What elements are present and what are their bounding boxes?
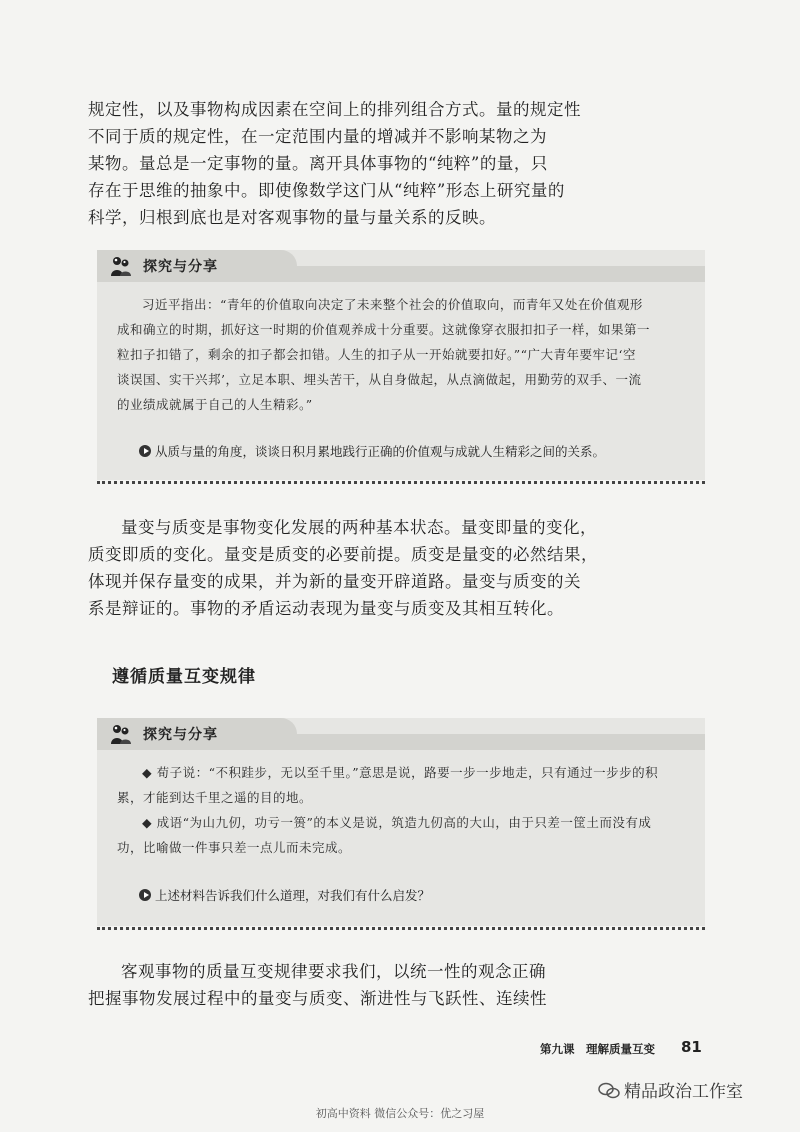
paragraph-quantity-definition	[88, 96, 581, 231]
text-line: 质变即质的变化。量变是质变的必要前提。质变是量变的必然结果，	[88, 545, 598, 564]
text-line: 科学，归根到底也是对客观事物的量与量关系的反映。	[88, 208, 496, 227]
explore-share-box-2	[97, 718, 705, 926]
box-header	[97, 718, 705, 750]
explore-people-icon	[109, 722, 133, 746]
text-line: 量变与质变是事物变化发展的两种基本状态。量变即量的变化，	[121, 518, 597, 537]
quote-line: ◆ 荀子说：“不积跬步，无以至千里。”意思是说，路要一步一步地走，只有通过一步步的积	[142, 765, 659, 780]
play-bullet-icon	[139, 889, 151, 901]
box-header	[97, 250, 705, 282]
box-quote-body	[117, 760, 687, 860]
page-number: 81	[681, 1038, 702, 1056]
text-line: 客观事物的质量互变规律要求我们，以统一性的观念正确	[121, 962, 546, 981]
chapter-footer: 第九课 理解质量互变	[540, 1042, 655, 1056]
text-line: 规定性，以及事物构成因素在空间上的排列组合方式。量的规定性	[88, 100, 581, 119]
box-title: 探究与分享	[143, 259, 218, 275]
studio-watermark	[598, 1077, 743, 1102]
text-line: 把握事物发展过程中的量变与质变、渐进性与飞跃性、连续性	[88, 989, 547, 1008]
discussion-question	[139, 442, 605, 460]
explore-people-icon	[109, 254, 133, 278]
quote-line: 功，比喻做一件事只差一点儿而未完成。	[117, 840, 352, 855]
text-line: 体现并保存量变的成果，并为新的量变开辟道路。量变与质变的关	[88, 572, 581, 591]
text-line: 存在于思维的抽象中。即使像数学这门从“纯粹”形态上研究量的	[88, 181, 565, 200]
box-title: 探究与分享	[143, 727, 218, 743]
studio-name: 精品政治工作室	[624, 1082, 743, 1102]
section-heading: 遵循质量互变规律	[112, 667, 256, 687]
quote-line: 的业绩成就属于自己的人生精彩。”	[117, 397, 313, 412]
paragraph-law-requirement	[88, 958, 558, 1012]
box-quote-body	[117, 292, 687, 417]
dotted-divider	[97, 927, 705, 930]
paragraph-quantitative-qualitative-change	[88, 514, 598, 622]
discussion-question	[139, 886, 430, 904]
question-text: 从质与量的角度，谈谈日积月累地践行正确的价值观与成就人生精彩之间的关系。	[155, 444, 606, 459]
quote-line: 成和确立的时期，抓好这一时期的价值观养成十分重要。这就像穿衣服扣扣子一样，如果第一	[117, 322, 651, 337]
quote-line: ◆ 成语“为山九仞，功亏一篑”的本义是说，筑造九仞高的大山，由于只差一筐土而没有成	[142, 815, 652, 830]
text-line: 系是辩证的。事物的矛盾运动表现为量变与质变及其相互转化。	[88, 599, 564, 618]
dotted-divider	[97, 481, 705, 484]
question-text: 上述材料告诉我们什么道理，对我们有什么启发？	[155, 888, 431, 903]
text-line: 某物。量总是一定事物的量。离开具体事物的“纯粹”的量，只	[88, 154, 548, 173]
bottom-watermark: 初高中资料 微信公众号：优之习屋	[315, 1107, 485, 1120]
play-bullet-icon	[139, 445, 151, 457]
wechat-icon	[598, 1082, 620, 1100]
quote-line: 习近平指出：“青年的价值取向决定了未来整个社会的价值取向，而青年又处在价值观形	[142, 297, 643, 312]
quote-line: 粒扣子扣错了，剩余的扣子都会扣错。人生的扣子从一开始就要扣好。”“广大青年要牢记‘空	[117, 347, 637, 362]
explore-share-box-1	[97, 250, 705, 480]
text-line: 不同于质的规定性，在一定范围内量的增减并不影响某物之为	[88, 127, 547, 146]
quote-line: 谈误国、实干兴邦’，立足本职、埋头苦干，从自身做起，从点滴做起，用勤劳的双手、一流	[117, 372, 642, 387]
quote-line: 累，才能到达千里之遥的目的地。	[117, 790, 313, 805]
